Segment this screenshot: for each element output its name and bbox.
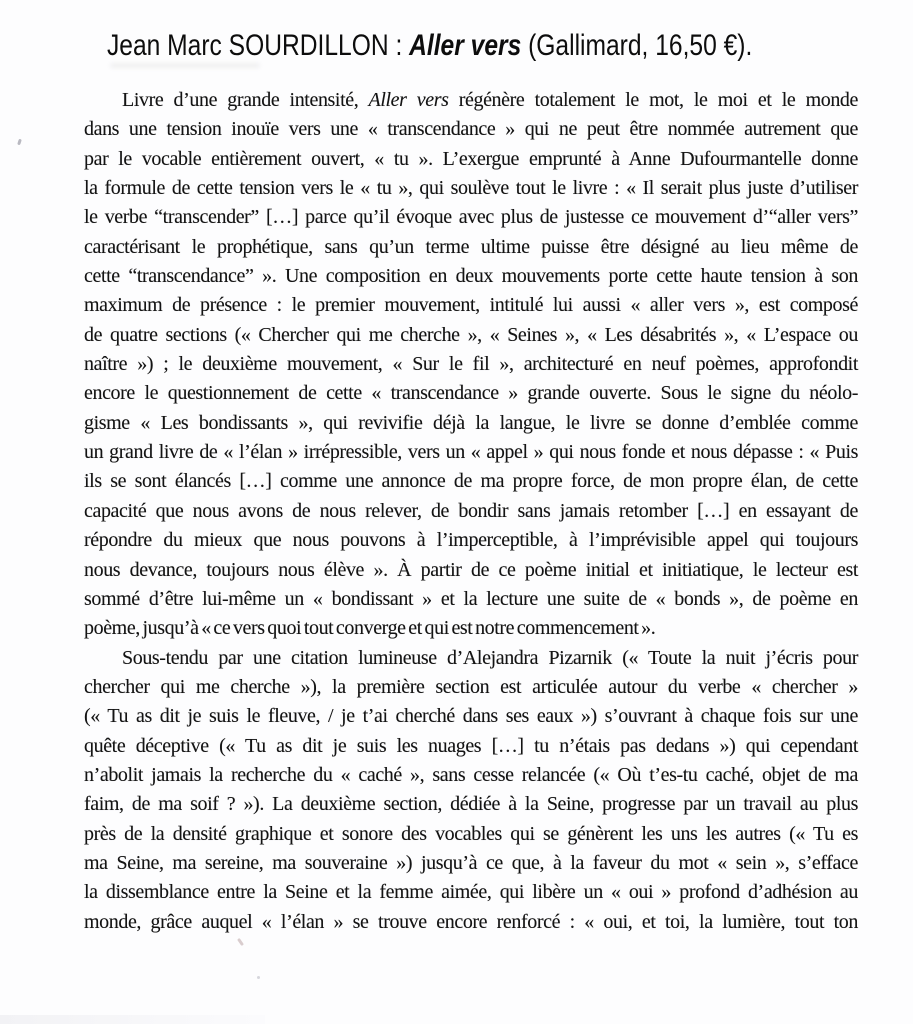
text-run: de quatre sections (« Chercher qui me cherche », « Seines », « Les désabrités », « L’espace ou <box>84 323 858 346</box>
text-run: un grand livre de « l’élan » irrépressible, vers un « appel » qui nous fonde et nous dépasse : « Puis <box>84 441 858 464</box>
text-run: n’abolit jamais la recherche du « caché », sans cesse relancée (« Où t’es-tu caché, objet de ma <box>84 763 858 786</box>
text-line <box>84 145 858 174</box>
review-text <box>84 86 858 937</box>
text-line <box>84 233 858 262</box>
text-line <box>84 115 858 144</box>
text-line <box>84 702 858 731</box>
text-line <box>84 644 858 673</box>
text-line <box>84 438 858 467</box>
text-line <box>84 291 858 320</box>
text-run: par le vocable entièrement ouvert, « tu ». L’exergue emprunté à Anne Dufourmantelle donne <box>84 147 858 170</box>
text-run: encore le questionnement de cette « transcendance » grande ouverte. Sous le signe du néolo- <box>84 382 858 405</box>
text-line <box>84 86 858 115</box>
text-run: la dissemblance entre la Seine et la femme aimée, qui libère un « oui » profond d’adhésion au <box>84 881 858 904</box>
text-run: chercher qui me cherche »), la première section est articulée autour du verbe « chercher » <box>84 675 858 698</box>
text-run: faim, de ma soif ? »). La deuxième section, dédiée à la Seine, progresse par un travail au plus <box>84 793 858 816</box>
text-line <box>84 585 858 614</box>
text-run: caractérisant le prophétique, sans qu’un terme ultime puisse être désigné au lieu même de <box>84 235 858 258</box>
text-line <box>84 732 858 761</box>
text-line <box>84 379 858 408</box>
text-line <box>84 467 858 496</box>
text-line <box>84 790 858 819</box>
text-line <box>84 350 858 379</box>
text-run: Sous-tendu par une citation lumineuse d’Alejandra Pizarnik (« Toute la nuit j’écris pour <box>122 646 858 669</box>
text-run: maximum de présence : le premier mouvement, intitulé lui aussi « aller vers », est composé <box>84 294 858 317</box>
text-line <box>84 321 858 350</box>
text-run: Aller vers <box>409 29 522 62</box>
text-line <box>84 849 858 878</box>
text-run: poème, jusqu’à « ce vers quoi tout converge et qui est notre commencement ». <box>84 617 656 640</box>
text-run: dans une tension inouïe vers une « transcendance » qui ne peut être nommée autrement que <box>84 118 858 141</box>
scan-speckle <box>237 938 244 946</box>
text-line <box>84 409 858 438</box>
text-line <box>84 526 858 555</box>
text-line <box>84 497 858 526</box>
text-run: la formule de cette tension vers le « tu », qui soulève tout le livre : « Il serait plus juste d’utiliser <box>84 177 858 200</box>
text-line <box>84 908 858 937</box>
text-run: gisme « Les bondissants », qui revivifie déjà la langue, le livre se donne d’emblée comme <box>84 411 858 434</box>
text-line <box>84 820 858 849</box>
text-run: monde, grâce auquel « l’élan » se trouve encore renforcé : « oui, et toi, la lumière, tout ton <box>84 910 858 933</box>
scan-speckle <box>17 139 22 146</box>
text-run: le verbe “transcender” […] parce qu’il évoque avec plus de justesse ce mouvement d’“aller vers” <box>84 206 858 229</box>
text-run: Aller vers <box>368 89 449 111</box>
text-line <box>84 174 858 203</box>
text-run: sommé d’être lui-même un « bondissant » et la lecture une suite de « bonds », de poème en <box>84 587 858 610</box>
text-run: nous devance, toujours nous élève ». À partir de ce poème initial et initiatique, le lecteur est <box>84 558 858 581</box>
text-run: régénère totalement le mot, le moi et le monde <box>448 89 859 111</box>
text-run: répondre du mieux que nous pouvons à l’imperceptible, à l’imprévisible appel qui toujours <box>84 529 858 552</box>
text-run: cette “transcendance” ». Une composition en deux mouvements porte cette haute tension à son <box>84 265 858 288</box>
text-run: ils se sont élancés […] comme une annonce de ma propre force, de mon propre élan, de cette <box>84 470 858 493</box>
scan-speckle <box>257 976 260 979</box>
page-title <box>107 30 752 62</box>
paragraph <box>84 86 858 644</box>
text-run: (Gallimard, 16,50 €). <box>521 29 753 62</box>
text-run: naître ») ; le deuxième mouvement, « Sur le fil », architecturé en neuf poèmes, approfondit <box>84 353 858 376</box>
text-line <box>84 761 858 790</box>
text-run: quête déceptive (« Tu as dit je suis les nuages […] tu n’étais pas dedans ») qui cependant <box>84 734 858 757</box>
paragraph <box>84 644 858 937</box>
text-run: (« Tu as dit je suis le fleuve, / je t’ai cherché dans ses eaux ») s’ouvrant à chaque fois sur une <box>84 705 858 728</box>
text-line <box>84 614 858 643</box>
text-run: capacité que nous avons de nous relever, de bondir sans jamais retomber […] en essayant de <box>84 499 858 522</box>
text-line <box>84 262 858 291</box>
text-line <box>84 878 858 907</box>
text-run: ma Seine, ma sereine, ma souveraine ») jusqu’à ce que, à la faveur du mot « sein », s’efface <box>84 851 858 874</box>
text-run: Livre d’une grande intensité, <box>122 89 369 111</box>
text-run: près de la densité graphique et sonore des vocables qui se génèrent les uns les autres (« Tu es <box>84 822 858 845</box>
text-line <box>84 203 858 232</box>
text-line <box>84 556 858 585</box>
text-run: Jean Marc SOURDILLON : <box>107 29 410 62</box>
text-line <box>84 673 858 702</box>
scan-edge-shadow <box>0 1015 265 1024</box>
scan-smudge <box>110 63 260 68</box>
